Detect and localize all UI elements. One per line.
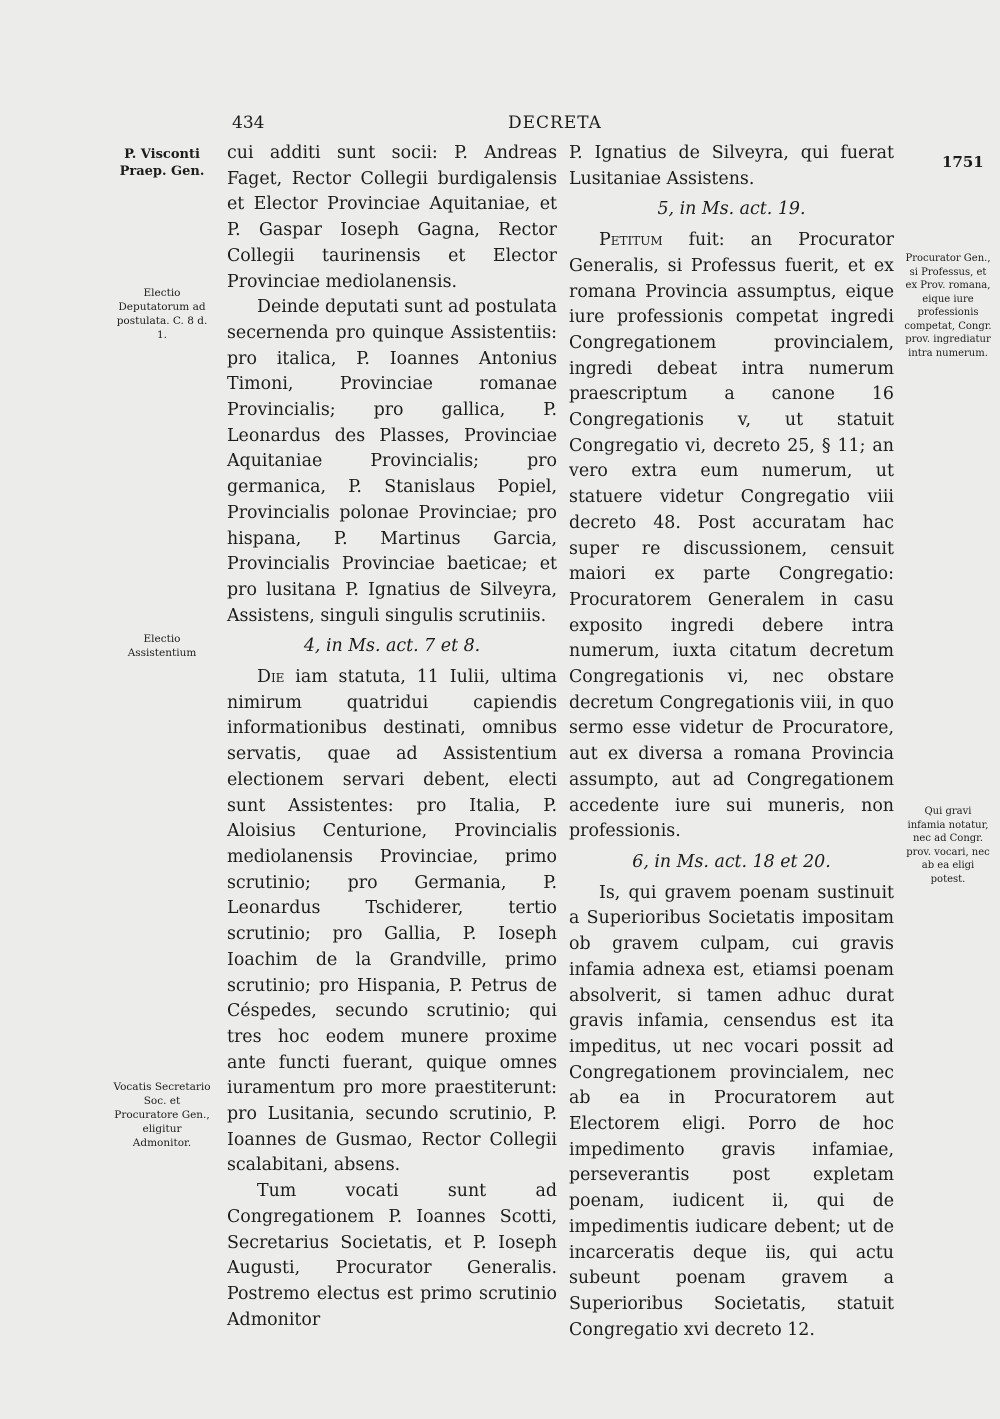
margin-note-assistentes: Electio Assistentium: [127, 633, 197, 659]
paragraph-text: iam statuta, 11 Iulii, ultima nimirum quatridui capiendis informationibus destinati, omnibus servatis, quae ad Assistentium electionem servari debent, electi sunt Assistentes: pro Italia, P. Aloisius Centurione, Provincialis mediolanensis Provinciae, primo scrutinio; pro Germania, P. Leonardus Tschiderer, tertio scrutinio; pro Gallia, P. Ioseph Ioachim de la Grandville, primo scrutinio; pro Hispania, P. Petrus de Céspedes, secundo scrutinio; qui tres hoc eodem munere proxime ante functi fuerant, quique omnes iuramentum pro more praestiterunt: pro Lusitania, secundo scrutinio, P. Ioannes de Gusmao, Rector Collegii scalabitani, absens.: [227, 667, 557, 1176]
margin-note-admonitor: Vocatis Secretario Soc. et Procuratore Gen., eligitur Admonitor.: [113, 1081, 211, 1149]
paragraph-text: fuit: an Procurator Generalis, si Professus fuerit, et ex romana Provincia assumptus, eique iure professionis competat ingredi Congregationem provincialem, ingredi debeat intra numerum praescriptum a canone 16 Congregationis v, ut statuit Congregatio vi, decreto 25, § 11; an vero extra eum numerum, ut statuere videtur Congregatio viii decreto 48. Post accuratam hac super re discussionem, censuit maiori ex parte Congregatio: Procuratorem Generalem in casu exposito ingredi debere intra numerum, iuxta citatum decretum Congregationis vi, nec obstare decretum Congregationis viii, in quo sermo esse videtur de Procuratore, aut ex diversa a romana Provincia assumpto, aut ad Congregationem accedente iure sui muneris, non professionis.: [569, 230, 894, 842]
margin-note-infamia: Qui gravi infamia notatur, nec ad Congr. prov. vocari, nec ab ea eligi potest.: [906, 806, 990, 885]
drop-word: Petitum: [599, 230, 663, 251]
paragraph: [569, 228, 894, 845]
section-heading-6: 6, in Ms. act. 18 et 20.: [632, 851, 831, 872]
paragraph: P. Ignatius de Silveyra, qui fuerat Lusitaniae Assistens.: [569, 143, 894, 189]
section-heading-4: 4, in Ms. act. 7 et 8.: [303, 636, 481, 657]
paragraph: Tum vocati sunt ad Congregationem P. Ioannes Scotti, Secretarius Societatis, et P. Ioseph Augusti, Procurator Generalis. Postremo electus est primo scrutinio Admonitor: [227, 1181, 557, 1330]
year-marker: 1751: [942, 153, 984, 171]
section-heading-5: 5, in Ms. act. 19.: [657, 199, 806, 220]
paragraph: Deinde deputati sunt ad postulata secernenda pro quinque Assistentiis: pro italica, P. Ioannes Antonius Timoni, Provinciae romanae Provincialis; pro gallica, P. Leonardus des Plasses, Provinciae Aquitaniae Provincialis; pro germanica, P. Stanislaus Popiel, Provincialis polonae Provinciae; pro hispana, P. Martinus Garcia, Provincialis Provinciae baeticae; et pro lusitana P. Ignatius de Silveyra, Assistens, singuli singulis scrutiniis.: [227, 297, 558, 626]
left-text-column: [227, 141, 557, 1333]
paragraph: [227, 665, 557, 1179]
drop-word: Die: [257, 667, 285, 688]
paragraph: cui additi sunt socii: P. Andreas Faget, Rector Collegii burdigalensis et Elector Provinciae Aquitaniae, et P. Gaspar Ioseph Gagna, Rector Collegii taurinensis et Elector Provinciae mediolanensis.: [227, 143, 557, 292]
margin-author: P. Visconti Praep. Gen.: [119, 147, 205, 179]
right-text-column: [569, 141, 894, 1343]
paragraph: Is, qui gravem poenam sustinuit a Superioribus Societatis impositam ob gravem culpam, cui gravis infamia adnexa est, etiamsi poenam absolverit, si tamen adhuc durat gravis infamia, censendus est ita impeditus, ut nec vocari possit ad Congregationem provincialem, nec ab ea in Procuratorem aut Electorem eligi. Porro de hoc impedimento gravis infamiae, perseverantis post expletam poenam, iudicent ii, qui de impedimentis iudicare debent; ut de incarceratis deque iis, qui actu subeunt poenam gravem a Superioribus Societatis, statuit Congregatio xvi decreto 12.: [569, 882, 894, 1340]
page-number: 434: [232, 113, 265, 133]
running-title: DECRETA: [508, 113, 602, 133]
margin-note-deputati: Electio Deputatorum ad postulata. C. 8 d. 1.: [116, 287, 208, 341]
margin-note-procurator: Procurator Gen., si Professus, et ex Prov. romana, eique iure professionis competat, Congr. prov. ingrediatur intra numerum.: [904, 253, 992, 359]
